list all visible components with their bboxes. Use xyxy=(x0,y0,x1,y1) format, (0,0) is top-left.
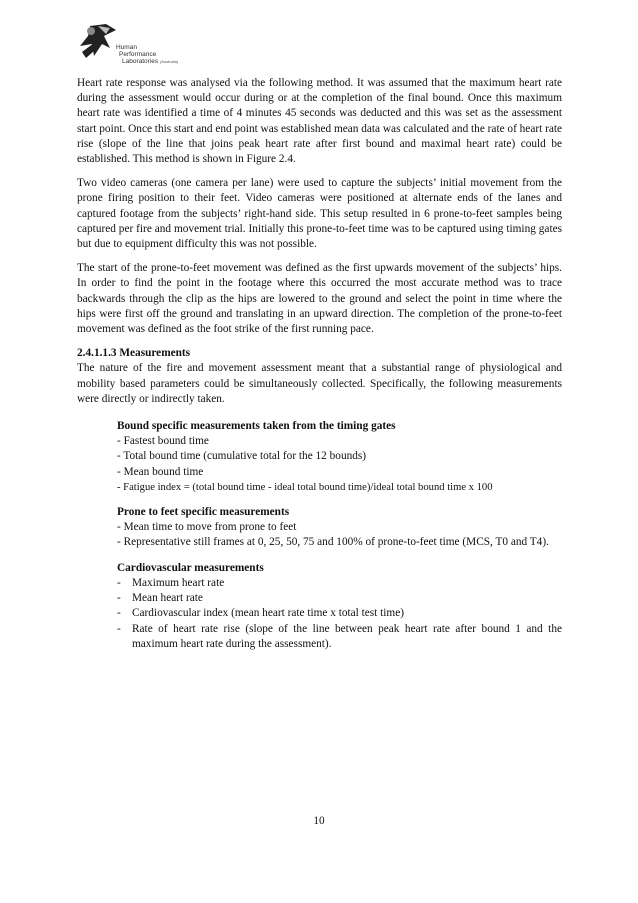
logo-line-3 xyxy=(116,58,178,65)
bound-item: - Fatigue index = (total bound time - ideal total bound time)/ideal total bound time x 100 xyxy=(117,481,493,493)
dash-marker: - xyxy=(117,592,121,605)
logo-line-2: Performance xyxy=(119,51,157,58)
list-item-text: Maximum heart rate xyxy=(132,576,225,589)
cardio-measurements-block xyxy=(117,561,562,652)
prone-item: - Mean time to move from prone to feet xyxy=(117,521,297,534)
list-item-text: Cardiovascular index (mean heart rate time x total test time) xyxy=(132,607,404,620)
paragraph-prone-to-feet-definition: The start of the prone-to-feet movement was defined as the first upwards movement of the subjects’ hips. In order to find the point in the footage where this occurred the most accurate method was to trace backwards through the clip as the hips are lowered to the ground and select the point in time where the hips were first off the ground and translating in an upward direction. The completion of the prone-to-feet movement was defined as the foot strike of the first running pace. xyxy=(77,262,562,336)
logo-wordmark xyxy=(116,44,178,65)
dash-marker: - xyxy=(117,607,121,620)
list-item xyxy=(117,576,562,591)
cardio-measurements-title: Cardiovascular measurements xyxy=(117,561,264,574)
logo-line-3-text: Laboratories xyxy=(122,58,159,65)
bound-measurements-block xyxy=(117,419,562,495)
list-item xyxy=(117,606,562,621)
page-content xyxy=(77,76,562,662)
list-item-text: Rate of heart rate rise (slope of the line between peak heart rate after bound 1 and the maximum heart rate during the assessment). xyxy=(132,622,562,650)
list-item xyxy=(117,622,562,652)
list-item xyxy=(117,591,562,606)
cardio-list xyxy=(117,576,562,652)
bound-item: - Total bound time (cumulative total for the 12 bounds) xyxy=(117,450,367,463)
prone-measurements-block xyxy=(117,505,562,551)
list-item-text: Mean heart rate xyxy=(132,592,203,605)
section-heading: 2.4.1.1.3 Measurements xyxy=(77,347,191,360)
dash-marker: - xyxy=(117,576,121,589)
paragraph-video-cameras: Two video cameras (one camera per lane) were used to capture the subjects’ initial movement from the prone firing position to their feet. Video cameras were positioned at alternate ends of the lanes and captured footage from the subjects’ right-hand side. This setup resulted in 6 prone-to-feet samples being captured per fire and movement trial. Initially this prone-to-feet time was to be captured using timing gates but due to equipment difficulty this was not possible. xyxy=(77,177,562,251)
logo-line-1: Human xyxy=(116,44,137,51)
header-logo xyxy=(76,22,186,72)
bound-item: - Mean bound time xyxy=(117,465,204,478)
human-figure-logo-icon xyxy=(76,22,120,68)
prone-item: - Representative still frames at 0, 25, 50, 75 and 100% of prone-to-feet time (MCS, T0 and T4). xyxy=(117,536,549,549)
prone-measurements-title: Prone to feet specific measurements xyxy=(117,506,290,519)
logo-sub: (Australia) xyxy=(159,59,179,64)
bound-measurements-title: Bound specific measurements taken from the timing gates xyxy=(117,420,396,433)
bound-item: - Fastest bound time xyxy=(117,435,209,448)
paragraph-heart-rate-method: Heart rate response was analysed via the following method. It was assumed that the maximum heart rate during the assessment would occur during or at the completion of the final bound. Once this maximum heart rate was identified a time of 4 minutes 45 seconds was deducted and this was set as the assessment start point. Once this start and end point was established mean data was calculated and the rate of heart rate rise (slope of the line that joins peak heart rate after first bound and maximal heart rate) could be established. This method is shown in Figure 2.4. xyxy=(77,77,562,166)
dash-marker: - xyxy=(117,622,121,635)
section-intro: The nature of the fire and movement assessment meant that a substantial range of physiological and mobility based parameters could be simultaneously collected. Specifically, the following measurements were directly or indirectly taken. xyxy=(77,362,562,405)
page-number: 10 xyxy=(313,815,325,827)
